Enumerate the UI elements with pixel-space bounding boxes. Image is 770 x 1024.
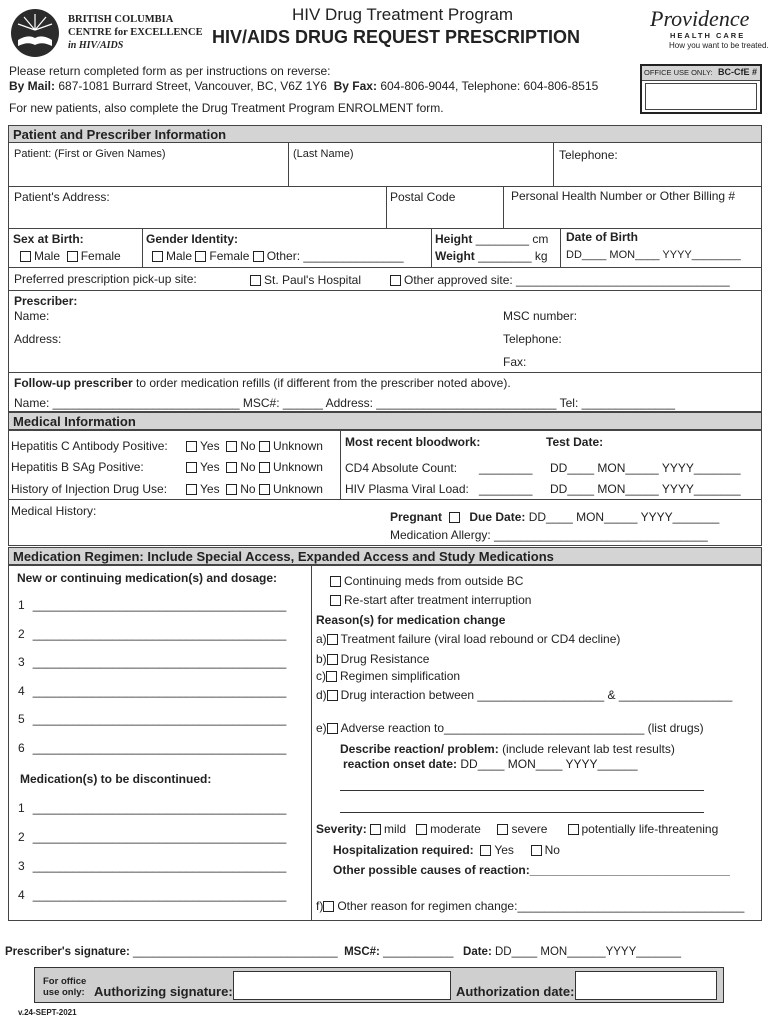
discont-med-line[interactable] xyxy=(18,801,286,815)
new-med-line[interactable] xyxy=(18,712,286,726)
test-date-label: Test Date: xyxy=(546,435,604,449)
prescriber-telephone-label: Telephone: xyxy=(503,332,562,346)
life-threatening-checkbox[interactable] xyxy=(568,824,579,835)
new-med-line[interactable] xyxy=(18,684,286,698)
page-title: HIV/AIDS DRUG REQUEST PRESCRIPTION xyxy=(212,27,581,47)
bloodwork-label: Most recent bloodwork: xyxy=(345,435,481,449)
auth-signature-field[interactable] xyxy=(233,971,451,1000)
restart-option: Re-start after treatment interruption xyxy=(330,593,531,607)
signature-date[interactable]: DD____ MON______YYYY_______ xyxy=(495,946,682,958)
intro-line2: By Mail: 687-1081 Burrard Street, Vancouver, BC, V6Z 1Y6 By Fax: 604-806-9044, Telephone: 604-806-8515 xyxy=(9,79,599,93)
mild-checkbox[interactable] xyxy=(370,824,381,835)
msc-line[interactable]: ___________ xyxy=(383,946,454,958)
describe-row: Describe reaction/ problem: (include relevant lab test results) xyxy=(340,742,675,756)
line-blank[interactable]: ______________________________________ xyxy=(32,598,287,612)
prescriber-label: Prescriber: xyxy=(14,294,78,308)
hepc-unknown-checkbox[interactable] xyxy=(259,441,270,452)
signature-row: Prescriber's signature: ________________________________ MSC#: ___________ Date: DD____ MON______YYYY_______ xyxy=(5,946,682,958)
prescriber-msc-label: MSC number: xyxy=(503,309,578,323)
office-use-line1: For office xyxy=(43,976,87,987)
pregnant-row: Pregnant Due Date: DD____ MON_____ YYYY_______ xyxy=(390,510,720,524)
moderate-checkbox[interactable] xyxy=(416,824,427,835)
reason-e: e) Adverse reaction to______________________________ (list drugs) xyxy=(316,721,704,735)
line-number: 2 xyxy=(18,830,25,844)
reason-e-checkbox[interactable] xyxy=(327,723,338,734)
dob-label: Date of Birth xyxy=(566,230,638,244)
idu-options: Yes No Unknown xyxy=(186,482,323,496)
medical-row-0: Hepatitis C Antibody Positive: xyxy=(11,439,168,453)
discont-med-line[interactable] xyxy=(18,830,286,844)
auth-date-label: Authorization date: xyxy=(456,984,575,999)
reason-f-checkbox[interactable] xyxy=(323,901,334,912)
providence-name: Providence xyxy=(650,6,750,31)
hepb-no-checkbox[interactable] xyxy=(226,462,237,473)
discont-med-line[interactable] xyxy=(18,888,286,902)
line-blank[interactable]: ______________________________________ xyxy=(32,740,287,755)
reason-f: f) Other reason for regimen change:__________________________________ xyxy=(316,899,745,913)
hepc-options: Yes No Unknown xyxy=(186,439,323,453)
line-blank[interactable]: ______________________________________ xyxy=(32,655,287,669)
continuing-option: Continuing meds from outside BC xyxy=(330,574,523,588)
dob-format[interactable]: DD____ MON____ YYYY________ xyxy=(566,249,741,261)
new-med-line[interactable] xyxy=(18,627,286,641)
phn-label: Personal Health Number or Other Billing # xyxy=(511,189,736,203)
reason-c-checkbox[interactable] xyxy=(326,671,337,682)
line-number: 3 xyxy=(18,655,25,669)
patient-section-header: Patient and Prescriber Information xyxy=(8,125,762,143)
medical-row-2: History of Injection Drug Use: xyxy=(11,482,168,496)
signature-line[interactable]: ________________________________ xyxy=(133,946,338,958)
new-med-line[interactable] xyxy=(18,655,286,669)
gender-options: Male Female Other: _______________ xyxy=(152,249,404,263)
reason-d-checkbox[interactable] xyxy=(327,690,338,701)
hepc-no-checkbox[interactable] xyxy=(226,441,237,452)
cd4-label: CD4 Absolute Count: xyxy=(345,461,458,475)
hepc-yes-checkbox[interactable] xyxy=(186,441,197,452)
hepb-yes-checkbox[interactable] xyxy=(186,462,197,473)
office-use-box xyxy=(640,64,762,114)
hospitalization-row: Hospitalization required: Yes No xyxy=(333,843,560,857)
line-number: 1 xyxy=(18,801,25,815)
reason-b-checkbox[interactable] xyxy=(327,654,338,665)
prescriber-name-label: Name: xyxy=(14,309,50,323)
idu-no-checkbox[interactable] xyxy=(226,484,237,495)
auth-signature-label: Authorizing signature: xyxy=(94,984,233,999)
office-code-label: BC-CfE # xyxy=(718,67,758,77)
line-blank[interactable]: ______________________________________ xyxy=(32,888,287,902)
gender-label: Gender Identity: xyxy=(146,232,239,246)
office-use-label: OFFICE USE ONLY: xyxy=(644,68,713,77)
cd4-date[interactable]: DD____ MON_____ YYYY_______ xyxy=(550,461,741,475)
last-name-label: (Last Name) xyxy=(293,148,354,160)
reason-d: d) Drug interaction between ___________________ & _________________ xyxy=(316,688,733,702)
line-number: 3 xyxy=(18,859,25,873)
prescriber-fax-label: Fax: xyxy=(503,355,527,369)
pregnant-checkbox[interactable] xyxy=(449,512,460,523)
line-blank[interactable]: ______________________________________ xyxy=(32,801,287,815)
other-causes-row[interactable]: Other possible causes of reaction:______________________________ xyxy=(333,863,730,877)
idu-yes-checkbox[interactable] xyxy=(186,484,197,495)
continuing-checkbox[interactable] xyxy=(330,576,341,587)
office-code-field[interactable] xyxy=(645,83,757,110)
followup-heading: Follow-up prescriber to order medication refills (if different from the prescriber noted above). xyxy=(14,376,511,390)
line-number: 4 xyxy=(18,683,25,698)
patient-address-label: Patient's Address: xyxy=(14,190,110,204)
providence-sub: HEALTH CARE xyxy=(670,31,746,40)
onset-row: reaction onset date: DD____ MON____ YYYY______ xyxy=(343,757,638,771)
allergy-line[interactable]: Medication Allergy: ________________________________ xyxy=(390,528,708,542)
hepb-options: Yes No Unknown xyxy=(186,460,323,474)
patient-telephone-label: Telephone: xyxy=(559,148,618,162)
given-name-label: Patient: (First or Given Names) xyxy=(14,148,166,160)
line-number: 5 xyxy=(18,712,25,726)
gender-other-checkbox[interactable] xyxy=(253,251,264,262)
hosp-yes-checkbox[interactable] xyxy=(480,845,491,856)
cd4-value[interactable]: ________ xyxy=(479,461,533,475)
prescriber-address-label: Address: xyxy=(14,332,62,346)
severity-row: Severity: mild moderate severe potentially life-threatening xyxy=(316,822,719,836)
discont-med-line[interactable] xyxy=(18,859,286,873)
height-row: Height ________ cm xyxy=(435,232,549,246)
office-use-line2: use only: xyxy=(43,987,85,998)
new-med-line[interactable] xyxy=(18,598,286,612)
line-number: 2 xyxy=(18,626,25,641)
sex-label: Sex at Birth: xyxy=(13,232,84,246)
describe-line-1[interactable] xyxy=(340,790,704,791)
followup-line[interactable]: Name: ____________________________ MSC#: ______ Address: ___________________________ Tel: ______________ xyxy=(14,396,676,410)
describe-line-2[interactable] xyxy=(340,812,704,813)
stpauls-checkbox[interactable] xyxy=(250,275,261,286)
viral-date[interactable]: DD____ MON_____ YYYY_______ xyxy=(550,482,741,496)
gender-female-checkbox[interactable] xyxy=(195,251,206,262)
reasons-label: Reason(s) for medication change xyxy=(316,613,506,627)
pickup-label: Preferred prescription pick-up site: xyxy=(14,272,197,286)
postal-code-label: Postal Code xyxy=(390,190,456,204)
auth-date-field[interactable] xyxy=(575,971,717,1000)
viral-value[interactable]: ________ xyxy=(479,482,533,496)
reason-c: c) Regimen simplification xyxy=(316,669,461,683)
logo-line2: CENTRE for EXCELLENCE xyxy=(68,27,203,38)
other-site-checkbox[interactable] xyxy=(390,275,401,286)
line-blank[interactable]: ______________________________________ xyxy=(32,712,287,726)
medical-section-header: Medical Information xyxy=(8,412,762,430)
providence-tagline: How you want to be treated. xyxy=(669,41,769,50)
hepb-unknown-checkbox[interactable] xyxy=(259,462,270,473)
new-med-line[interactable] xyxy=(18,741,286,755)
line-number: 4 xyxy=(18,888,25,902)
sex-options: Male Female xyxy=(20,249,121,263)
restart-checkbox[interactable] xyxy=(330,595,341,606)
bc-cfe-logo xyxy=(10,8,60,58)
pickup-other: Other approved site: ________________________________ xyxy=(390,273,730,287)
version-label: v.24-SEPT-2021 xyxy=(18,1008,77,1017)
line-blank[interactable]: ______________________________________ xyxy=(32,859,287,873)
pickup-stpauls: St. Paul's Hospital xyxy=(250,273,361,287)
intro-line1: Please return completed form as per instructions on reverse: xyxy=(9,64,331,78)
medical-history-label: Medical History: xyxy=(11,504,97,518)
logo-line3: in HIV/AIDS xyxy=(68,40,124,51)
discont-label: Medication(s) to be discontinued: xyxy=(20,772,212,786)
medical-row-1: Hepatitis B SAg Positive: xyxy=(11,460,144,474)
line-blank[interactable]: ______________________________________ xyxy=(32,626,287,641)
reason-a-checkbox[interactable] xyxy=(327,634,338,645)
weight-row: Weight ________ kg xyxy=(435,249,548,263)
reason-a: a) Treatment failure (viral load rebound or CD4 decline) xyxy=(316,632,621,646)
sun-hands-icon xyxy=(10,8,60,58)
line-number: 6 xyxy=(18,740,25,755)
hosp-no-checkbox[interactable] xyxy=(531,845,542,856)
new-meds-label: New or continuing medication(s) and dosage: xyxy=(17,571,278,585)
sex-male-checkbox[interactable] xyxy=(20,251,31,262)
program-title: HIV Drug Treatment Program xyxy=(292,5,514,24)
line-number: 1 xyxy=(18,598,25,612)
logo-line1: BRITISH COLUMBIA xyxy=(68,14,174,25)
idu-unknown-checkbox[interactable] xyxy=(259,484,270,495)
viral-label: HIV Plasma Viral Load: xyxy=(345,482,469,496)
line-blank[interactable]: ______________________________________ xyxy=(32,830,287,844)
gender-male-checkbox[interactable] xyxy=(152,251,163,262)
line-blank[interactable]: ______________________________________ xyxy=(32,683,287,698)
regimen-section-header: Medication Regimen: Include Special Access, Expanded Access and Study Medications xyxy=(8,547,762,565)
severe-checkbox[interactable] xyxy=(497,824,508,835)
reason-b: b) Drug Resistance xyxy=(316,652,430,666)
sex-female-checkbox[interactable] xyxy=(67,251,78,262)
intro-line3: For new patients, also complete the Drug Treatment Program ENROLMENT form. xyxy=(9,101,444,115)
